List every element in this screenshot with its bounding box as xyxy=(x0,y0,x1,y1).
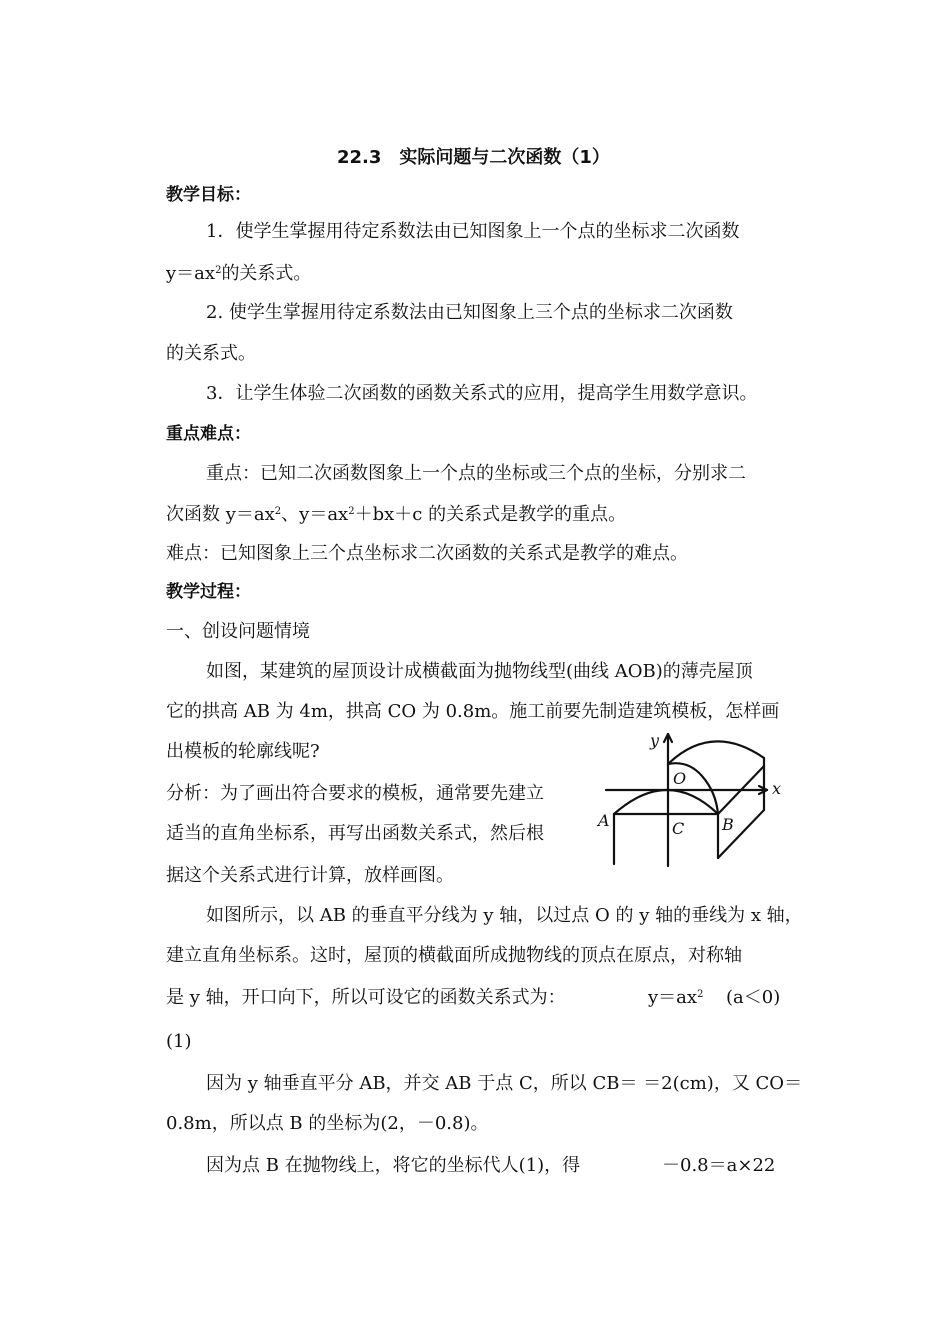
explanation-line-2: 建立直角坐标系。这时，屋顶的横截面所成抛物线的顶点在原点，对称轴 xyxy=(166,945,742,966)
teaching-goals-heading: 教学目标： xyxy=(166,185,251,205)
calculation-line-1: 因为 y 轴垂直平分 AB，并交 AB 于点 C，所以 CB＝ ＝2(cm)，又 CO＝ xyxy=(206,1073,803,1094)
problem-line-1: 如图，某建筑的屋顶设计成横截面为抛物线型(曲线 AOB)的薄壳屋顶 xyxy=(206,661,753,682)
function-formula-base: y＝ax xyxy=(648,987,698,1008)
analysis-line-3: 据这个关系式进行计算，放样画图。 xyxy=(166,865,454,886)
figure-label-o: O xyxy=(673,769,687,788)
key-point-exponent-2: 2 xyxy=(348,506,355,517)
key-point-line-1: 重点：已知二次函数图象上一个点的坐标或三个点的坐标，分别求二 xyxy=(206,463,746,484)
goal-1-line-1: 1．使学生掌握用待定系数法由已知图象上一个点的坐标求二次函数 xyxy=(206,221,740,242)
explanation-line-1: 如图所示，以 AB 的垂直平分线为 y 轴，以过点 O 的 y 轴的垂线为 x 轴， xyxy=(206,905,803,926)
key-point-text-2: 、y＝ax xyxy=(281,504,349,525)
figure-label-a: A xyxy=(598,811,610,830)
goal-1-tail: 的关系式。 xyxy=(221,263,312,284)
difficulty-point: 难点：已知图象上三个点坐标求二次函数的关系式是教学的难点。 xyxy=(166,543,688,564)
roof-top-arc xyxy=(668,741,764,764)
substitution-formula: －0.8＝a×22 xyxy=(662,1155,776,1176)
key-point-text-1: 次函数 y＝ax xyxy=(166,504,275,525)
figure-label-y: y xyxy=(650,731,660,750)
key-point-text-3: ＋bx＋c 的关系式是教学的重点。 xyxy=(354,504,627,525)
teaching-process-heading: 教学过程： xyxy=(166,582,251,602)
key-point-line-2 xyxy=(166,503,626,527)
goal-1-line-2 xyxy=(166,262,311,286)
goal-1-formula-exponent: 2 xyxy=(215,265,222,276)
calculation-line-2: 0.8m，所以点 B 的坐标为(2，－0.8)。 xyxy=(166,1113,489,1134)
analysis-line-1: 分析：为了画出符合要求的模板，通常要先建立 xyxy=(166,783,544,804)
goal-2-line-1: 2. 使学生掌握用待定系数法由已知图象上三个点的坐标求二次函数 xyxy=(206,302,733,323)
explanation-line-3: 是 y 轴，开口向下，所以可设它的函数关系式为： xyxy=(166,987,566,1008)
analysis-line-2: 适当的直角坐标系，再写出函数关系式，然后根 xyxy=(166,823,544,844)
part-1-heading: 一、创设问题情境 xyxy=(166,621,310,642)
function-formula xyxy=(648,986,703,1010)
function-condition: (a＜0) xyxy=(726,987,781,1008)
key-point-exponent-1: 2 xyxy=(274,506,282,517)
problem-line-3: 出模板的轮廓线呢? xyxy=(166,741,320,762)
figure-label-b: B xyxy=(722,815,734,834)
parabola-aob xyxy=(614,790,718,814)
equation-number: (1) xyxy=(166,1031,192,1052)
goal-1-formula: y＝ax xyxy=(166,263,216,284)
page-title: 22.3 实际问题与二次函数（1） xyxy=(337,147,610,168)
figure-label-x: x xyxy=(772,779,782,798)
problem-line-2: 它的拱高 AB 为 4m，拱高 CO 为 0.8m。施工前要先制造建筑模板，怎样画 xyxy=(166,701,780,722)
goal-3: 3．让学生体验二次函数的函数关系式的应用，提高学生用数学意识。 xyxy=(206,383,758,404)
key-points-heading: 重点难点： xyxy=(166,424,251,444)
figure-label-c: C xyxy=(672,819,685,838)
roof-parabola-figure xyxy=(592,730,800,868)
goal-2-line-2: 的关系式。 xyxy=(166,343,256,364)
substitution-line: 因为点 B 在抛物线上，将它的坐标代人(1)，得 xyxy=(206,1155,581,1176)
function-formula-exponent: 2 xyxy=(697,989,704,1000)
